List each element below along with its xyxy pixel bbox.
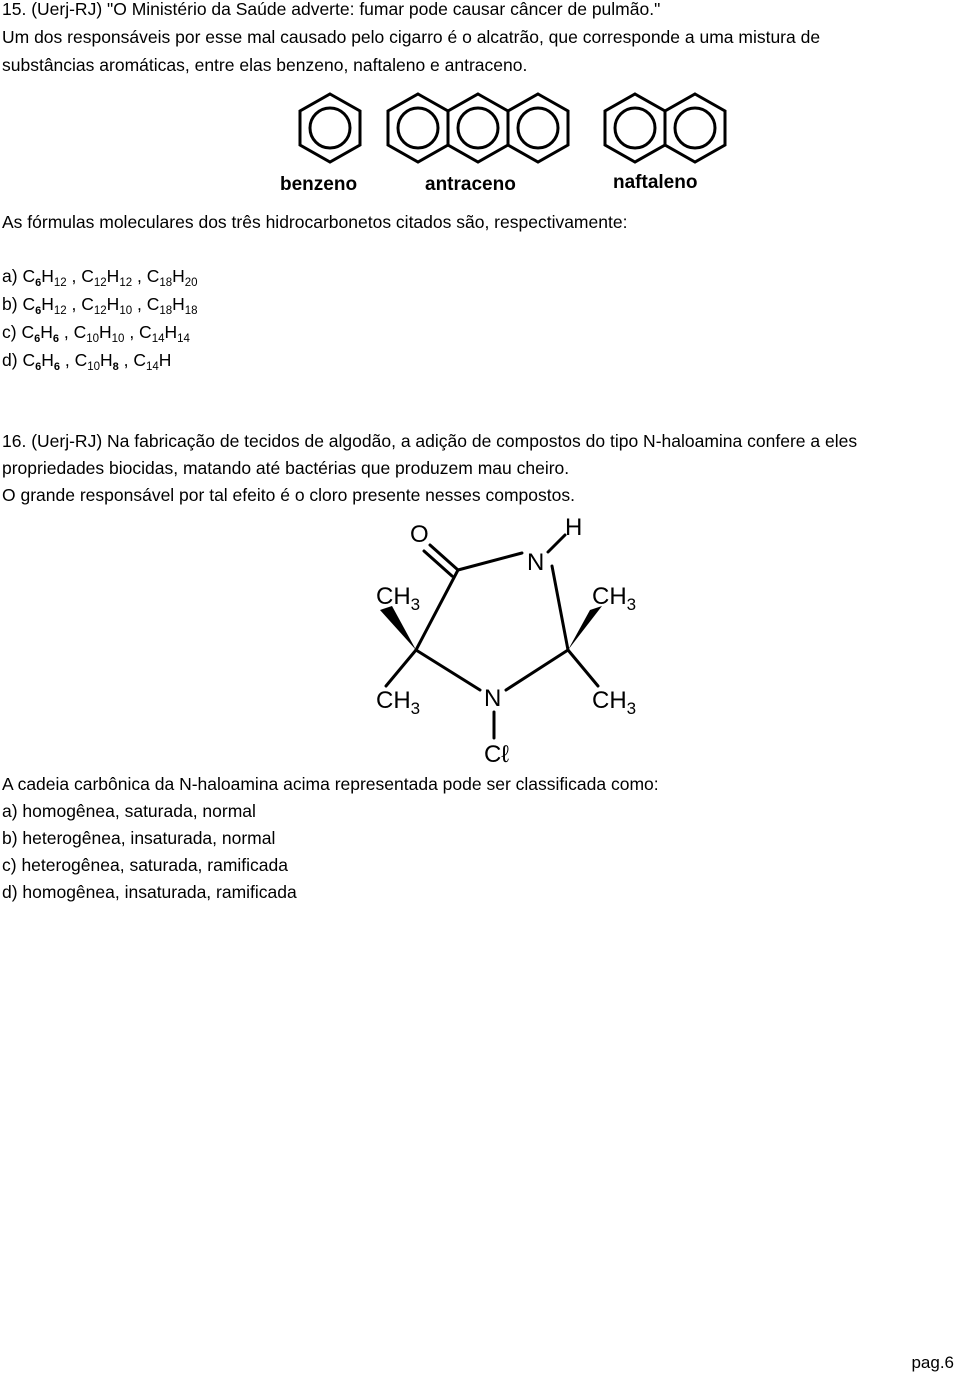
- formula-subscript: 14: [146, 361, 159, 373]
- option-letter: b): [2, 294, 23, 314]
- formula-subscript: 6: [52, 333, 59, 345]
- formula-element: C: [133, 350, 146, 370]
- formula-element: H: [41, 350, 54, 370]
- anthracene-rings: [388, 94, 568, 162]
- option-letter: c): [2, 322, 22, 342]
- formula-separator: ,: [118, 350, 134, 370]
- formula-subscript: 20: [184, 277, 198, 289]
- q15-line-1: 15. (Uerj-RJ) "O Ministério da Saúde adverte: fumar pode causar câncer de pulmão.": [2, 0, 661, 19]
- formula-subscript: 18: [184, 305, 198, 317]
- q16-prompt: A cadeia carbônica da N-haloamina acima representada pode ser classificada como:: [2, 774, 659, 794]
- formula-element: H: [164, 322, 178, 342]
- q15-option-c: [2, 321, 190, 343]
- q16-line-2: propriedades biocidas, matando até bactérias que produzem mau cheiro.: [2, 458, 570, 478]
- methyl-bottom-right: $CH_3$: [592, 687, 637, 718]
- formula-element: C: [22, 294, 36, 314]
- formula-element: C: [73, 322, 87, 342]
- formula-element: H: [106, 294, 120, 314]
- formula-subscript: 6: [35, 305, 42, 317]
- formula-element: C: [22, 266, 36, 286]
- q15-option-d: [2, 349, 171, 371]
- formula-element: H: [99, 322, 112, 342]
- q15-line-2: Um dos responsáveis por esse mal causado pelo cigarro é o alcatrão, que corresponde a uma mistura de: [2, 27, 821, 47]
- oxygen-atom: O: [410, 521, 429, 548]
- formula-element: H: [41, 266, 54, 286]
- formula-subscript: 12: [53, 305, 67, 317]
- formula-subscript: 14: [151, 333, 165, 345]
- q15-prompt: As fórmulas moleculares dos três hidrocarbonetos citados são, respectivamente:: [2, 212, 628, 232]
- formula-subscript: 12: [53, 277, 67, 289]
- wedge-bond-right: [568, 606, 602, 650]
- methyl-top-left: $CH_3$: [376, 583, 421, 614]
- formula-separator: ,: [66, 266, 82, 286]
- formula-subscript: 10: [87, 361, 100, 373]
- benzeno-label: benzeno: [280, 174, 358, 195]
- formula-subscript: 10: [119, 305, 133, 317]
- benzene-ring: [300, 94, 360, 162]
- formula-element: C: [21, 322, 35, 342]
- formula-element: C: [146, 266, 160, 286]
- formula-element: H: [40, 322, 53, 342]
- nitrogen-atom-bottom: N: [484, 685, 502, 712]
- formula-element: C: [81, 294, 94, 314]
- formula-separator: ,: [132, 266, 147, 286]
- formula-separator: ,: [124, 322, 140, 342]
- formula-separator: ,: [66, 294, 82, 314]
- formula-element: C: [81, 266, 94, 286]
- formula-element: H: [106, 266, 120, 286]
- q16-line-1: 16. (Uerj-RJ) Na fabricação de tecidos de algodão, a adição de compostos do tipo N-haloamina confere a eles: [2, 431, 858, 451]
- formula-subscript: 12: [119, 277, 133, 289]
- nitrogen-atom-top: N: [527, 549, 545, 576]
- q15-line-3: substâncias aromáticas, entre elas benzeno, naftaleno e antraceno.: [2, 55, 528, 75]
- formula-subscript: 6: [53, 361, 60, 373]
- formula-element: C: [74, 350, 88, 370]
- q16-option-a: a) homogênea, saturada, normal: [2, 801, 256, 821]
- formula-subscript: 18: [159, 305, 173, 317]
- hydrogen-atom: H: [565, 514, 583, 541]
- formula-subscript: 10: [111, 333, 125, 345]
- formula-subscript: 14: [177, 333, 190, 345]
- formula-subscript: 10: [86, 333, 100, 345]
- q16-option-d: d) homogênea, insaturada, ramificada: [2, 882, 297, 902]
- formula-element: H: [100, 350, 113, 370]
- formula-element: C: [146, 294, 160, 314]
- q16-option-c: c) heterogênea, saturada, ramificada: [2, 855, 288, 875]
- naftaleno-label: naftaleno: [613, 172, 698, 193]
- formula-element: H: [172, 266, 185, 286]
- formula-subscript: 6: [35, 277, 42, 289]
- q16-line-3: O grande responsável por tal efeito é o cloro presente nesses compostos.: [2, 485, 575, 505]
- formula-subscript: 12: [93, 277, 107, 289]
- option-letter: a): [2, 266, 23, 286]
- formula-element: H: [158, 350, 172, 370]
- methyl-bottom-left: $CH_3$: [376, 687, 421, 718]
- q16-option-b: b) heterogênea, insaturada, normal: [2, 828, 276, 848]
- formula-separator: ,: [132, 294, 147, 314]
- option-letter: d): [2, 350, 23, 370]
- n-haloamine-structure: [0, 510, 960, 770]
- antraceno-label: antraceno: [425, 174, 516, 195]
- formula-subscript: 6: [34, 333, 41, 345]
- page-number: pag.6: [911, 1353, 954, 1372]
- formula-element: H: [172, 294, 185, 314]
- formula-subscript: 18: [159, 277, 173, 289]
- formula-element: C: [22, 350, 36, 370]
- chlorine-atom: Cℓ: [484, 741, 510, 768]
- hydrocarbon-structures-figure: [0, 80, 960, 200]
- formula-separator: ,: [58, 322, 74, 342]
- formula-separator: ,: [59, 350, 75, 370]
- methyl-top-right: $CH_3$: [592, 583, 637, 614]
- formula-element: C: [139, 322, 152, 342]
- q15-option-a: [2, 265, 198, 287]
- q15-option-b: [2, 293, 198, 315]
- formula-subscript: 8: [112, 361, 119, 373]
- formula-subscript: 6: [35, 361, 42, 373]
- naphthalene-rings: [605, 94, 725, 162]
- formula-element: H: [41, 294, 54, 314]
- formula-subscript: 12: [93, 305, 107, 317]
